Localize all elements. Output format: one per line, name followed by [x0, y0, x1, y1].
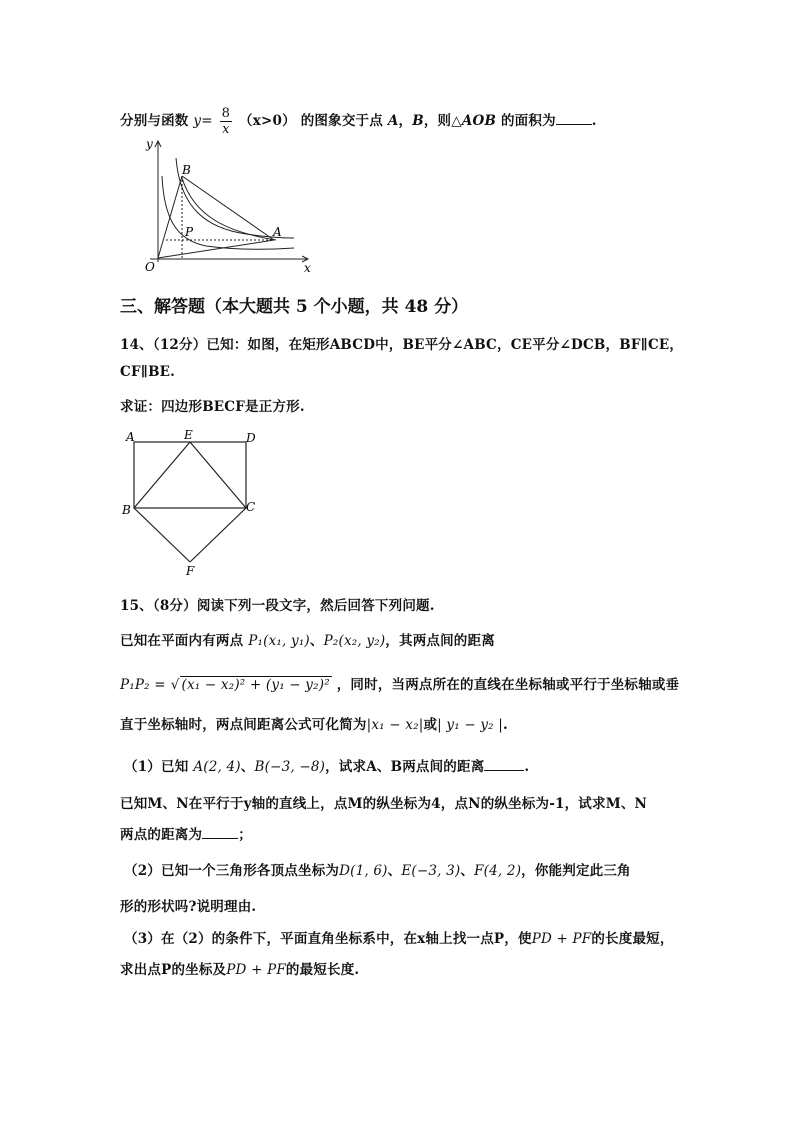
- graph-figure: [136, 136, 316, 278]
- label-b: B: [182, 163, 191, 177]
- q15-p1: P₁(x₁, y₁): [248, 633, 310, 649]
- q15-pdpf: PD + PF: [531, 931, 592, 947]
- q15-line4c: .: [503, 717, 508, 733]
- q13-cond: （x>0）: [239, 113, 296, 129]
- q15-sqrt-sign: √: [170, 677, 180, 693]
- q15-line4a: 直于坐标轴时，两点间距离公式可化简为: [120, 717, 367, 733]
- q15-line7-end: ；: [238, 827, 252, 843]
- q15-formula-lhs: P₁P₂ =: [120, 677, 166, 693]
- label-x: x: [304, 261, 311, 275]
- q13-end: .: [591, 113, 597, 129]
- q15-pe: E(−3, 3): [401, 863, 461, 879]
- q15-p2: P₂(x₂, y₂): [323, 633, 386, 649]
- q13-fraction: [220, 106, 232, 137]
- q13-answer-blank[interactable]: [556, 112, 592, 125]
- q14-line2: CF∥BE.: [120, 364, 176, 380]
- q15-line7: [120, 823, 252, 843]
- q13-y: y=: [193, 113, 213, 129]
- q13-frac-den: x: [222, 122, 230, 137]
- q15-abs1: |x₁ − x₂|: [366, 717, 424, 733]
- q15-pa: A(2, 4): [193, 759, 241, 775]
- q15-pdpf2: PD + PF: [226, 962, 286, 978]
- q15-p2b: ，你能判定此三角: [521, 863, 631, 879]
- segment-ob: [158, 176, 182, 258]
- q13-tri: AOB: [461, 113, 497, 129]
- segment-be: [134, 442, 190, 508]
- section-title: 三、解答题（本大题共 5 个小题，共 48 分）: [120, 297, 469, 317]
- q15-pb: B(−3, −8): [254, 759, 326, 775]
- q15-line6: 已知M、N在平行于y轴的直线上，点M的纵坐标为4，点N的纵坐标为-1，试求M、N: [120, 796, 648, 812]
- label-fig2-b: B: [122, 503, 131, 517]
- q15-p1b: ，试求A、B两点间的距离: [325, 759, 485, 775]
- q15-line11b: 的最短长度.: [285, 962, 360, 978]
- q13-post: 的图象交于点: [300, 113, 383, 129]
- q15-p2sep: 、: [387, 863, 402, 879]
- label-o: O: [145, 260, 155, 274]
- q15-line11a: 求出点P的坐标及: [120, 962, 227, 978]
- label-fig2-c: C: [246, 500, 256, 514]
- label-fig2-e: E: [184, 428, 193, 442]
- rectangle-figure: [118, 428, 268, 580]
- q15-line2: [120, 629, 495, 649]
- q15-line2b: ，其两点间的距离: [385, 633, 495, 649]
- segment-bf: [134, 508, 190, 562]
- segment-ce: [190, 442, 246, 508]
- q15-pf: F(4, 2): [474, 863, 522, 879]
- q15-part1: [124, 755, 529, 775]
- label-fig2-d: D: [246, 431, 256, 445]
- q15-line4b: 或: [423, 717, 438, 733]
- q13-frac-num: 8: [221, 106, 231, 121]
- q15-formula-radicand: (x₁ − x₂)² + (y₁ − y₂)²: [181, 677, 330, 693]
- q13-text: [120, 106, 597, 137]
- q15-part2: [124, 859, 631, 879]
- q15-mn-blank[interactable]: [202, 826, 238, 839]
- label-a: A: [273, 225, 282, 239]
- q15-line7-text: 两点的距离为: [120, 827, 203, 843]
- q15-p2sep2: 、: [460, 863, 475, 879]
- q15-line11: [120, 958, 359, 978]
- q15-p3b: 的长度最短，: [591, 931, 674, 947]
- q15-line4: [120, 713, 508, 733]
- q13-pre: 分别与函数: [120, 113, 189, 129]
- q15-line3: [120, 673, 679, 693]
- q15-part3: [124, 927, 674, 947]
- q15-line3b: ，同时，当两点所在的直线在坐标轴或平行于坐标轴或垂: [336, 677, 680, 693]
- segment-cf: [190, 508, 246, 562]
- q15-line1: 15、（8分）阅读下列一段文字，然后回答下列问题.: [120, 598, 435, 614]
- q13-post3: 的面积为: [500, 113, 556, 129]
- q15-p2a: （2）已知一个三角形各顶点坐标为: [124, 863, 340, 879]
- label-fig2-f: F: [186, 564, 195, 578]
- q13-pt-a: A: [387, 113, 399, 129]
- q15-p1a: （1）已知: [124, 759, 189, 775]
- q13-pt-b: B: [412, 113, 424, 129]
- q15-p3a: （3）在（2）的条件下，平面直角坐标系中，在x轴上找一点P，使: [124, 931, 532, 947]
- q15-pd: D(1, 6): [339, 863, 388, 879]
- q15-part1-blank[interactable]: [484, 758, 524, 771]
- q15-p1sep: 、: [240, 759, 255, 775]
- q15-abs2: | y₁ − y₂ |: [437, 717, 504, 733]
- q14-line1: 14、（12分）已知：如图，在矩形ABCD中，BE平分∠ABC，CE平分∠DCB，BF∥CE，: [120, 337, 684, 353]
- label-fig2-a: A: [126, 430, 135, 444]
- label-p: P: [185, 225, 194, 239]
- q15-line2a: 已知在平面内有两点: [120, 633, 244, 649]
- q15-sep1: 、: [309, 633, 324, 649]
- q15-p1end: .: [524, 759, 530, 775]
- q15-line9: 形的形状吗?说明理由.: [120, 899, 257, 915]
- rectangle-abcd: [134, 442, 246, 508]
- q13-sep: ，: [398, 113, 413, 129]
- label-y: y: [146, 137, 153, 151]
- q13-post2: ，则△: [423, 113, 462, 129]
- q14-line3: 求证：四边形BECF是正方形.: [120, 399, 305, 415]
